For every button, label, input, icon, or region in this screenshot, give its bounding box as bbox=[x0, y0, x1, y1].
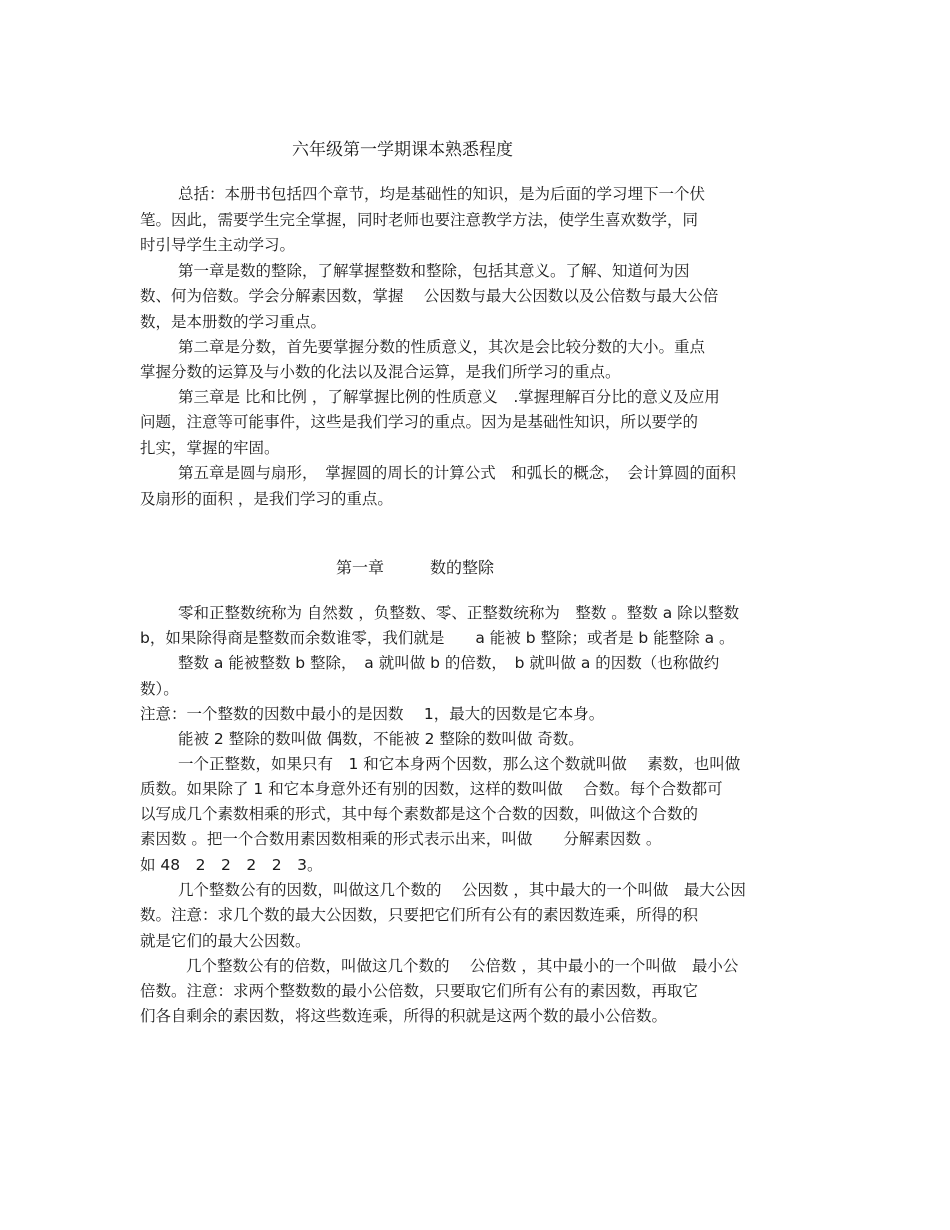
body-line: 数）。 bbox=[140, 680, 179, 698]
summary-line: 数，是本册数的学习重点。 bbox=[140, 313, 327, 331]
body-line: 数。注意：求几个数的最大公因数，只要把它们所有公有的素因数连乘，所得的积 bbox=[140, 906, 699, 924]
body-line: 素因数 。把一个合数用素因数相乘的形式表示出来，叫做 分解素因数 。 bbox=[140, 830, 662, 848]
chapter-title: 数的整除 bbox=[430, 558, 495, 577]
body-line: 几个整数公有的倍数，叫做这几个数的 公倍数 ，其中最小的一个叫做 最小公 bbox=[186, 957, 739, 975]
summary-line: 时引导学生主动学习。 bbox=[140, 236, 296, 254]
body-line: 们各自剩余的素因数，将这些数连乘，所得的积就是这两个数的最小公倍数。 bbox=[140, 1007, 668, 1025]
body-line: 质数。如果除了 1 和它本身意外还有别的因数，这样的数叫做 合数。每个合数都可 bbox=[140, 780, 723, 798]
body-line: 零和正整数统称为 自然数 ，负整数、零、正整数统称为 整数 。整数 a 除以整数 bbox=[178, 604, 740, 622]
body-line: 以写成几个素数相乘的形式，其中每个素数都是这个合数的因数，叫做这个合数的 bbox=[140, 805, 699, 823]
summary-line: 第二章是分数，首先要掌握分数的性质意义，其次是会比较分数的大小。重点 bbox=[178, 338, 706, 356]
summary-line: 扎实，掌握的牢固。 bbox=[140, 439, 280, 457]
page-title: 六年级第一学期课本熟悉程度 bbox=[292, 140, 513, 160]
body-line: 如 48 2 2 2 2 3。 bbox=[140, 856, 323, 874]
summary-line: 总括：本册书包括四个章节，均是基础性的知识，是为后面的学习埋下一个伏 bbox=[178, 185, 706, 203]
body-line: 倍数。注意：求两个整数数的最小公倍数，只要取它们所有公有的素因数，再取它 bbox=[140, 982, 699, 1000]
summary-line: 数、何为倍数。学会分解素因数，掌握 公因数与最大公因数以及公倍数与最大公倍 bbox=[140, 287, 719, 305]
summary-line: 及扇形的面积 ，是我们学习的重点。 bbox=[140, 490, 393, 508]
summary-line: 第三章是 比和比例 ，了解掌握比例的性质意义 .掌握理解百分比的意义及应用 bbox=[178, 388, 720, 406]
summary-line: 掌握分数的运算及与小数的化法以及混合运算，是我们所学习的重点。 bbox=[140, 363, 621, 381]
summary-line: 问题，注意等可能事件，这些是我们学习的重点。因为是基础性知识，所以要学的 bbox=[140, 413, 699, 431]
body-line: 注意：一个整数的因数中最小的是因数 1，最大的因数是它本身。 bbox=[140, 705, 605, 723]
body-line: 整数 a 能被整数 b 整除， a 就叫做 b 的倍数， b 就叫做 a 的因数（也称做约 bbox=[178, 654, 720, 672]
body-line: 一个正整数，如果只有 1 和它本身两个因数，那么这个数就叫做 素数，也叫做 bbox=[178, 755, 741, 773]
summary-line: 第一章是数的整除，了解掌握整数和整除，包括其意义。了解、知道何为因 bbox=[178, 262, 690, 280]
body-line: b，如果除得商是整数而余数谁零，我们就是 a 能被 b 整除；或者是 b 能整除 a 。 bbox=[140, 629, 735, 647]
summary-line: 笔。因此，需要学生完全掌握，同时老师也要注意教学方法，使学生喜欢数学，同 bbox=[140, 211, 699, 229]
body-line: 几个整数公有的因数，叫做这几个数的 公因数 ，其中最大的一个叫做 最大公因 bbox=[178, 881, 746, 899]
summary-line: 第五章是圆与扇形， 掌握圆的周长的计算公式 和弧长的概念， 会计算圆的面积 bbox=[178, 464, 737, 482]
body-line: 能被 2 整除的数叫做 偶数，不能被 2 整除的数叫做 奇数。 bbox=[178, 730, 584, 748]
chapter-label: 第一章 bbox=[336, 558, 385, 577]
body-line: 就是它们的最大公因数。 bbox=[140, 932, 311, 950]
